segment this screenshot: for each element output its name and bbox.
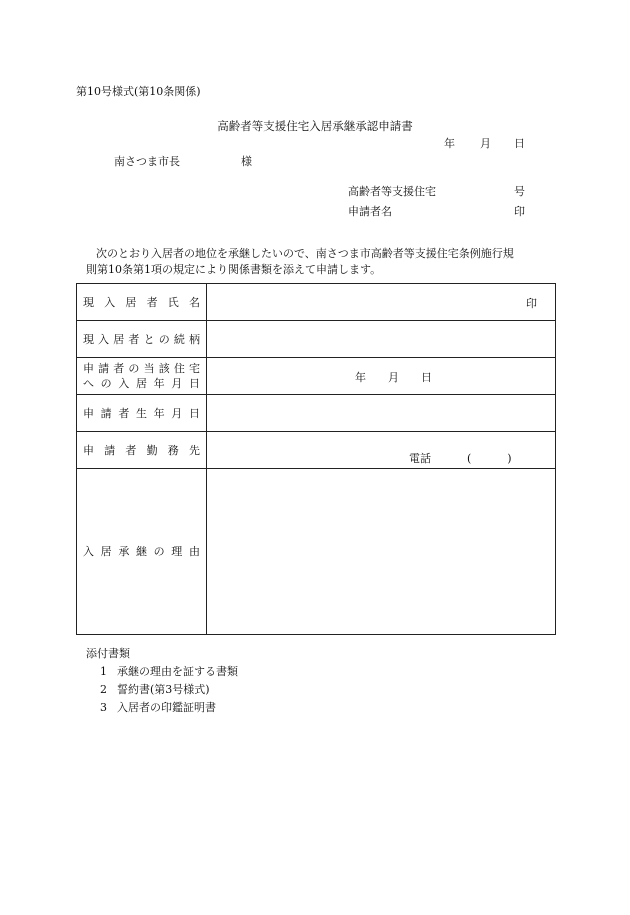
label-char: 名: [188, 295, 200, 309]
housing-number-suffix: 号: [514, 185, 525, 198]
label-char: 居: [100, 545, 112, 558]
label-char: 日: [188, 377, 200, 390]
label-char: 続: [173, 332, 185, 346]
label-char: の: [153, 545, 165, 558]
label-char: 生: [135, 406, 147, 420]
label-char: 現: [83, 332, 94, 346]
move-in-day: 日: [421, 371, 432, 384]
label-text-line-1: [83, 361, 200, 376]
label-char: 当: [143, 362, 155, 375]
date-day: 日: [514, 137, 525, 150]
table-row: [77, 432, 556, 469]
label-char: 者: [125, 443, 137, 457]
document-title: 高齢者等支援住宅入居承継承認申請書: [217, 119, 413, 133]
workplace-label: [77, 432, 207, 469]
form-number: 第10号様式(第10条関係): [76, 85, 201, 98]
label-char: 宅: [188, 362, 200, 375]
attachments-list: [100, 663, 238, 717]
label-text: [83, 443, 200, 458]
succession-reason-label: [77, 469, 207, 635]
label-char: 入: [104, 295, 116, 309]
workplace-field[interactable]: [207, 432, 556, 469]
date-year: 年: [444, 137, 455, 150]
label-char: 請: [98, 362, 110, 375]
label-char: の: [100, 377, 112, 390]
label-char: 申: [83, 443, 94, 457]
label-char: 継: [135, 545, 147, 558]
table-row: [77, 321, 556, 358]
statement-line-1: 次のとおり入居者の地位を承継したいので、南さつま市高齢者等支援住宅条例施行規: [96, 247, 514, 260]
label-char: 請: [104, 443, 116, 457]
phone-paren-open: (: [467, 452, 472, 465]
label-char: 者: [118, 406, 130, 420]
phone-paren-close: ): [507, 452, 512, 465]
move-in-date-ymd: [355, 369, 454, 385]
label-char: の: [158, 332, 170, 346]
item-number: 3: [100, 701, 107, 714]
label-char: 入: [118, 377, 130, 390]
label-text-line-2: [83, 376, 200, 391]
honorific: 様: [241, 155, 252, 168]
current-resident-name-label: [77, 284, 207, 321]
label-char: 請: [100, 406, 112, 420]
list-item: [100, 699, 238, 717]
label-char: 氏: [167, 295, 179, 309]
table-row: [77, 284, 556, 321]
housing-label: 高齢者等支援住宅: [348, 185, 436, 198]
relationship-label: [77, 321, 207, 358]
label-char: 居: [135, 377, 147, 390]
item-number: 1: [100, 665, 107, 678]
label-char: 者: [146, 295, 158, 309]
seal-mark: 印: [526, 297, 537, 310]
label-char: 入: [98, 332, 110, 346]
label-char: と: [143, 332, 155, 346]
applicant-seal-mark: 印: [514, 205, 525, 218]
succession-reason-field[interactable]: [207, 469, 556, 635]
label-char: 日: [188, 406, 200, 420]
item-text: 入居者の印鑑証明書: [117, 701, 216, 714]
item-text: 誓約書(第3号様式): [117, 683, 210, 696]
label-char: 住: [173, 362, 185, 375]
label-char: 柄: [188, 332, 200, 346]
birth-date-label: [77, 395, 207, 432]
label-text: [83, 544, 200, 559]
label-char: 月: [171, 377, 183, 390]
label-char: 入: [83, 545, 94, 558]
list-item: [100, 681, 238, 699]
label-char: の: [128, 362, 140, 375]
item-text: 承継の理由を証する書類: [117, 665, 238, 678]
label-text: [83, 332, 200, 347]
label-char: 年: [153, 377, 165, 390]
move-in-date-field[interactable]: [207, 358, 556, 395]
label-char: 年: [153, 406, 165, 420]
label-char: 申: [83, 406, 94, 420]
label-char: 務: [167, 443, 179, 457]
statement-line-2: 則第10条第1項の規定により関係書類を添えて申請します。: [86, 263, 382, 276]
item-number: 2: [100, 683, 107, 696]
label-char: 居: [113, 332, 125, 346]
move-in-year: 年: [355, 371, 366, 384]
label-char: へ: [83, 377, 94, 390]
table-row: [77, 395, 556, 432]
label-char: 居: [125, 295, 137, 309]
label-char: 申: [83, 362, 94, 375]
list-item: [100, 663, 238, 681]
phone-label: 電話: [409, 452, 431, 465]
current-resident-name-field[interactable]: [207, 284, 556, 321]
label-char: 月: [171, 406, 183, 420]
label-char: 該: [158, 362, 170, 375]
table-row: [77, 358, 556, 395]
label-char: 者: [113, 362, 125, 375]
date-month: 月: [480, 137, 491, 150]
birth-date-field[interactable]: [207, 395, 556, 432]
label-char: 承: [118, 545, 130, 558]
label-char: 先: [188, 443, 200, 457]
application-table: [76, 283, 556, 635]
label-char: 理: [171, 545, 183, 558]
label-char: 現: [83, 295, 94, 309]
relationship-field[interactable]: [207, 321, 556, 358]
label-char: 由: [188, 545, 200, 558]
applicant-name-label: 申請者名: [348, 205, 392, 218]
application-statement: [86, 246, 556, 278]
label-text: [83, 406, 200, 421]
label-char: 者: [128, 332, 140, 346]
label-text: [83, 295, 200, 310]
move-in-month: 月: [388, 371, 399, 384]
move-in-date-label: [77, 358, 207, 395]
phone-line: [409, 450, 512, 466]
attachments-title: 添付書類: [86, 647, 130, 660]
label-char: 勤: [146, 443, 158, 457]
table-row: [77, 469, 556, 635]
addressee: 南さつま市長: [114, 155, 180, 168]
